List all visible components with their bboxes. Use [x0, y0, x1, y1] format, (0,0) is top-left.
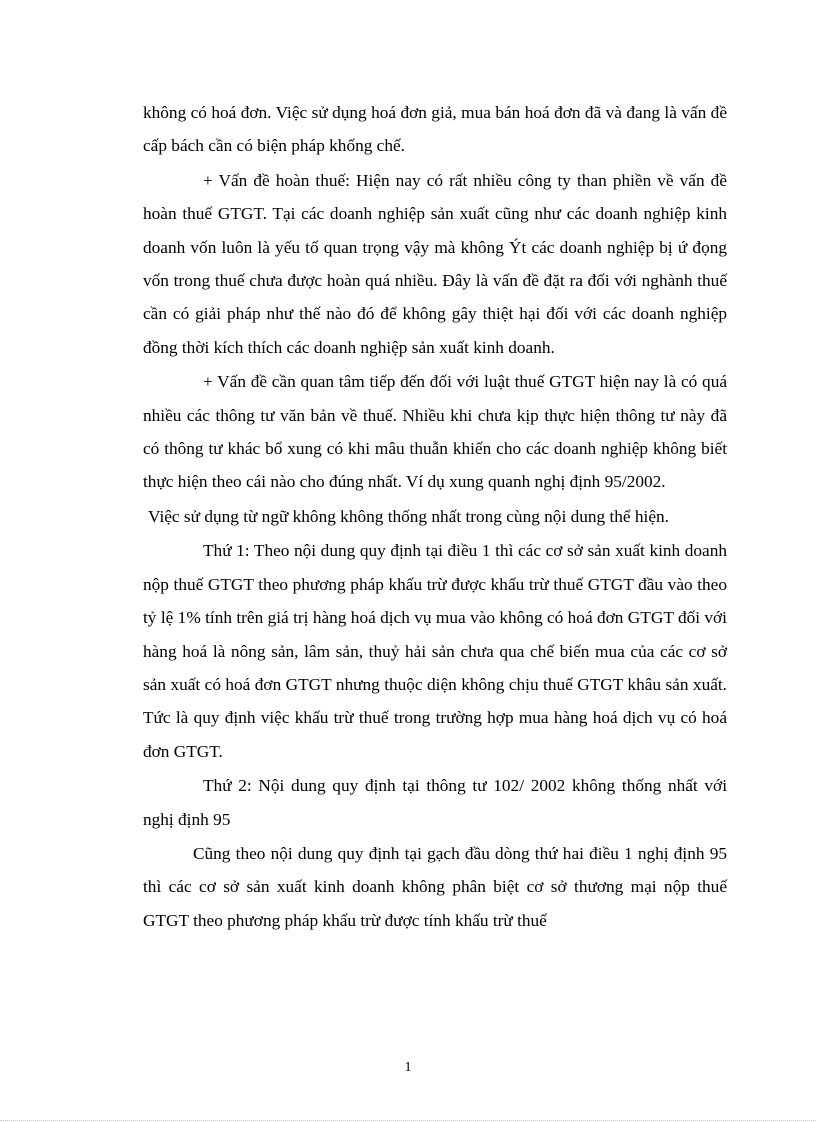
page-number: 1 — [404, 1060, 412, 1075]
paragraph-terminology: Việc sử dụng từ ngữ không không thống nhất trong cùng nội dung thể hiện. — [148, 506, 669, 526]
paragraph-tax-refund: + Vấn đề hoàn thuế: Hiện nay có rất nhiều công ty than phiền về vấn đề hoàn thuế GTGT. Tại các doanh nghiệp sản xuất cũng như các doanh nghiệp kinh doanh vốn luôn là yếu tố quan trọng vậy mà không Ýt các doanh nghiệp bị ứ đọng vốn trong thuế chưa được hoàn quá nhiều. Đây là vấn đề đặt ra đối với nghành thuế cần có giải pháp như thế nào đó để không gây thiệt hại đối với các doanh nghiệp đồng thời kích thích các doanh nghiệp sản xuất kinh doanh. — [143, 170, 727, 357]
paragraph-decree-95: Cũng theo nội dung quy định tại gạch đầu dòng thứ hai điều 1 nghị định 95 thì các cơ sở sản xuất kinh doanh không phân biệt cơ sở thương mại nộp thuế GTGT theo phương pháp khấu trừ được tính khấu trừ thuế — [143, 843, 727, 930]
page-bottom-border — [0, 1120, 816, 1121]
paragraph-circulars: + Vấn đề cần quan tâm tiếp đến đối với luật thuế GTGT hiện nay là có quá nhiều các thông tư văn bản về thuế. Nhiều khi chưa kịp thực hiện thông tư này đã có thông tư khác bổ xung có khi mâu thuẫn khiến cho các doanh nghiệp không biết thực hiện theo cái nào cho đúng nhất. Ví dụ xung quanh nghị định 95/2002. — [143, 372, 727, 492]
paragraph-invoice-fraud: không có hoá đơn. Việc sử dụng hoá đơn giả, mua bán hoá đơn đã và đang là vấn đề cấp bách cần có biện pháp khống chế. — [143, 103, 727, 156]
paragraph-second-point: Thứ 2: Nội dung quy định tại thông tư 102/ 2002 không thống nhất với nghị định 95 — [143, 776, 727, 829]
document-body — [143, 96, 727, 937]
paragraph-first-point: Thứ 1: Theo nội dung quy định tại điều 1 thì các cơ sở sản xuất kinh doanh nộp thuế GTGT theo phương pháp khấu trừ được khấu trừ thuế GTGT đầu vào theo tỷ lệ 1% tính trên giá trị hàng hoá dịch vụ mua vào không có hoá đơn GTGT đối với hàng hoá là nông sản, lâm sản, thuỷ hải sản chưa qua chế biến mua của các cơ sở sản xuất có hoá đơn GTGT nhưng thuộc diện không chịu thuế GTGT khâu sản xuất. Tức là quy định việc khấu trừ thuế trong trường hợp mua hàng hoá dịch vụ có hoá đơn GTGT. — [143, 541, 727, 761]
